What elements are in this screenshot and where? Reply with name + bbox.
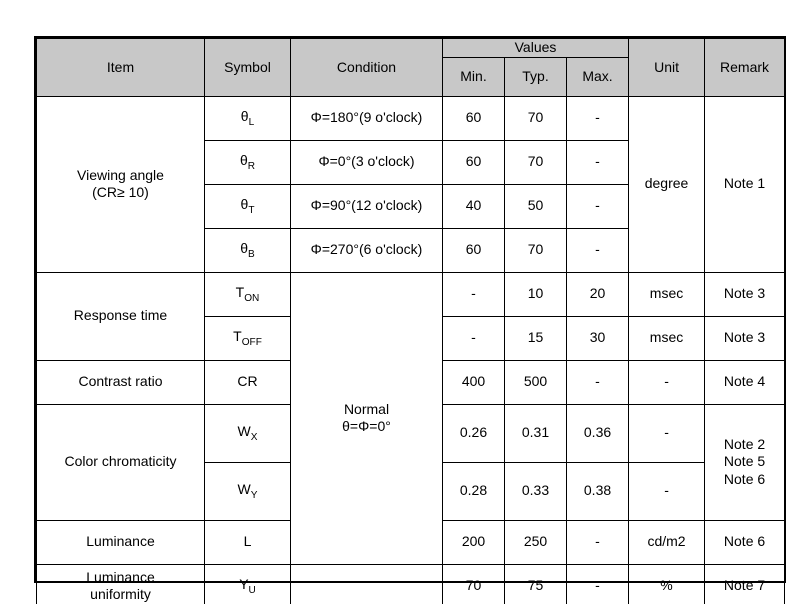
symbol-base: CR — [237, 373, 258, 390]
unit-toff: msec — [629, 316, 705, 360]
max-toff: 30 — [567, 316, 629, 360]
symbol-subscript: B — [248, 248, 255, 260]
unit-cr: - — [629, 360, 705, 404]
row-label-luminance: Luminance — [37, 520, 205, 564]
symbol-subscript: L — [248, 116, 255, 128]
remark-l: Note 6 — [705, 520, 785, 564]
typ-wx: 0.31 — [505, 404, 567, 462]
remark-note-5: Note 5 — [723, 453, 766, 470]
symbol-theta-r — [205, 140, 291, 184]
header-min: Min. — [443, 57, 505, 96]
unit-wx: - — [629, 404, 705, 462]
header-item: Item — [37, 39, 205, 97]
max-yu: - — [567, 564, 629, 604]
remark-cr: Note 4 — [705, 360, 785, 404]
condition-normal-line-1: Normal — [343, 400, 390, 417]
row-label-response-time: Response time — [37, 272, 205, 360]
symbol-theta-b — [205, 228, 291, 272]
symbol-l — [205, 520, 291, 564]
symbol-subscript: U — [248, 584, 256, 596]
typ-theta-t: 50 — [505, 184, 567, 228]
row-label-contrast-ratio: Contrast ratio — [37, 360, 205, 404]
table-row — [37, 272, 785, 316]
max-theta-r: - — [567, 140, 629, 184]
symbol-base: θ — [240, 108, 249, 125]
row-label-luminance-uniformity — [37, 564, 205, 604]
min-toff: - — [443, 316, 505, 360]
symbol-wx — [205, 404, 291, 462]
condition-yu — [291, 564, 443, 604]
typ-wy: 0.33 — [505, 462, 567, 520]
condition-normal — [291, 272, 443, 564]
typ-toff: 15 — [505, 316, 567, 360]
symbol-base: Y — [239, 576, 249, 593]
symbol-cr — [205, 360, 291, 404]
symbol-theta-t — [205, 184, 291, 228]
max-wy: 0.38 — [567, 462, 629, 520]
remark-note-6: Note 6 — [723, 470, 766, 487]
min-theta-t: 40 — [443, 184, 505, 228]
symbol-base: T — [233, 328, 242, 345]
luminance-uniformity-line-2: uniformity — [90, 586, 151, 602]
viewing-angle-line-2: (CR≥ 10) — [92, 184, 149, 200]
remark-viewing-angle: Note 1 — [705, 96, 785, 272]
min-cr: 400 — [443, 360, 505, 404]
optical-characteristics-table — [36, 38, 785, 604]
max-theta-l: - — [567, 96, 629, 140]
symbol-subscript: Y — [250, 489, 258, 501]
max-l: - — [567, 520, 629, 564]
min-ton: - — [443, 272, 505, 316]
unit-wy: - — [629, 462, 705, 520]
header-typ: Typ. — [505, 57, 567, 96]
typ-theta-r: 70 — [505, 140, 567, 184]
header-unit: Unit — [629, 39, 705, 97]
symbol-subscript: T — [248, 204, 255, 216]
remark-color-chromaticity — [705, 404, 785, 520]
condition-theta-b: Φ=270°(6 o'clock) — [291, 228, 443, 272]
min-wy: 0.28 — [443, 462, 505, 520]
symbol-ton — [205, 272, 291, 316]
condition-theta-t: Φ=90°(12 o'clock) — [291, 184, 443, 228]
remark-toff: Note 3 — [705, 316, 785, 360]
header-condition: Condition — [291, 39, 443, 97]
typ-ton: 10 — [505, 272, 567, 316]
symbol-theta-l — [205, 96, 291, 140]
unit-ton: msec — [629, 272, 705, 316]
table-row — [37, 96, 785, 140]
symbol-subscript: OFF — [241, 336, 262, 348]
symbol-base: L — [243, 533, 252, 550]
luminance-uniformity-line-1: Luminance — [86, 568, 155, 585]
header-values: Values — [443, 39, 629, 58]
header-symbol: Symbol — [205, 39, 291, 97]
symbol-toff — [205, 316, 291, 360]
symbol-base: W — [237, 423, 251, 440]
table-header-row-1 — [37, 39, 785, 58]
max-cr: - — [567, 360, 629, 404]
symbol-wy — [205, 462, 291, 520]
row-label-viewing-angle — [37, 96, 205, 272]
min-yu: 70 — [443, 564, 505, 604]
max-theta-t: - — [567, 184, 629, 228]
row-label-color-chromaticity: Color chromaticity — [37, 404, 205, 520]
typ-theta-b: 70 — [505, 228, 567, 272]
remark-ton: Note 3 — [705, 272, 785, 316]
condition-theta-r: Φ=0°(3 o'clock) — [291, 140, 443, 184]
remark-yu: Note 7 — [705, 564, 785, 604]
max-wx: 0.36 — [567, 404, 629, 462]
table-row — [37, 564, 785, 604]
symbol-base: T — [235, 284, 245, 301]
symbol-base: W — [237, 481, 251, 498]
typ-theta-l: 70 — [505, 96, 567, 140]
symbol-subscript: ON — [244, 292, 260, 304]
min-wx: 0.26 — [443, 404, 505, 462]
max-theta-b: - — [567, 228, 629, 272]
typ-cr: 500 — [505, 360, 567, 404]
symbol-base: θ — [240, 240, 249, 257]
min-theta-b: 60 — [443, 228, 505, 272]
header-max: Max. — [567, 57, 629, 96]
condition-theta-l: Φ=180°(9 o'clock) — [291, 96, 443, 140]
symbol-yu — [205, 564, 291, 604]
condition-normal-line-2: θ=Φ=0° — [342, 418, 391, 434]
min-theta-l: 60 — [443, 96, 505, 140]
header-remark: Remark — [705, 39, 785, 97]
unit-l: cd/m2 — [629, 520, 705, 564]
typ-yu: 75 — [505, 564, 567, 604]
unit-viewing-angle: degree — [629, 96, 705, 272]
symbol-base: θ — [239, 152, 248, 169]
unit-yu: % — [629, 564, 705, 604]
min-theta-r: 60 — [443, 140, 505, 184]
viewing-angle-line-1: Viewing angle — [77, 166, 164, 183]
symbol-base: θ — [240, 196, 249, 213]
symbol-subscript: X — [250, 431, 258, 443]
typ-l: 250 — [505, 520, 567, 564]
max-ton: 20 — [567, 272, 629, 316]
remark-note-2: Note 2 — [723, 435, 766, 452]
symbol-subscript: R — [247, 160, 256, 172]
min-l: 200 — [443, 520, 505, 564]
